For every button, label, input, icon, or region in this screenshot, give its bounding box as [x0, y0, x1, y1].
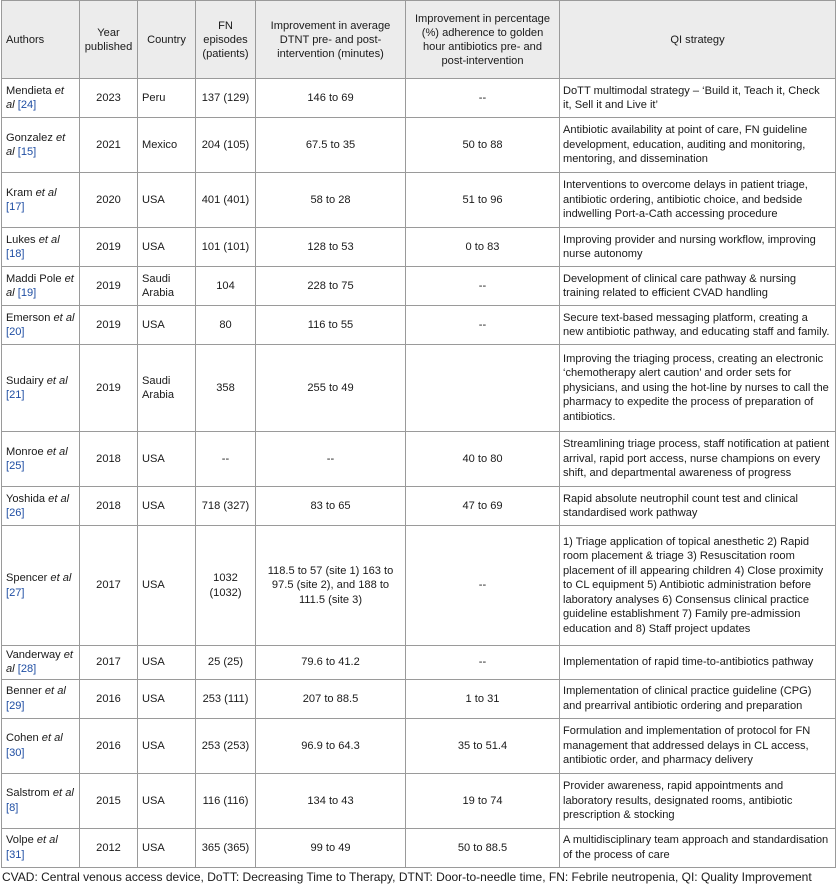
reference-link[interactable]: [26] — [6, 507, 25, 519]
fn-episodes-cell: -- — [196, 432, 256, 487]
country-cell: USA — [138, 306, 196, 345]
author-name: Kram — [6, 186, 36, 199]
fn-episodes-cell: 101 (101) — [196, 228, 256, 267]
author-et-al: et al — [6, 84, 64, 111]
year-cell: 2017 — [80, 646, 138, 680]
table-row — [2, 487, 836, 526]
year-cell: 2019 — [80, 267, 138, 306]
adherence-cell: -- — [406, 526, 560, 646]
fn-episodes-cell: 116 (116) — [196, 773, 256, 828]
qi-strategy-cell: Secure text-based messaging platform, creating a new antibiotic pathway, and educating staff and family. — [560, 306, 836, 345]
reference-link[interactable]: [25] — [6, 460, 25, 472]
qi-strategy-cell: Development of clinical care pathway & nursing training related to efficient CVAD handling — [560, 267, 836, 306]
fn-episodes-cell: 358 — [196, 345, 256, 432]
adherence-cell: 50 to 88 — [406, 118, 560, 173]
header-qi-strategy: QI strategy — [560, 1, 836, 79]
author-et-al: et al — [48, 492, 70, 505]
reference-link[interactable]: [18] — [6, 248, 25, 260]
fn-episodes-cell: 718 (327) — [196, 487, 256, 526]
author-cell — [2, 679, 80, 718]
author-name: Salstrom — [6, 787, 53, 800]
dtnt-cell: 118.5 to 57 (site 1) 163 to 97.5 (site 2), and 188 to 111.5 (site 3) — [256, 526, 406, 646]
author-et-al: et al — [52, 787, 74, 800]
header-fn-episodes: FN episodes (patients) — [196, 1, 256, 79]
table-row — [2, 646, 836, 680]
country-cell: USA — [138, 487, 196, 526]
reference-link[interactable]: [29] — [6, 699, 25, 712]
author-cell — [2, 267, 80, 306]
author-name: Mendieta — [6, 84, 55, 97]
author-cell — [2, 526, 80, 646]
table-row — [2, 828, 836, 867]
author-et-al: et al — [46, 445, 68, 458]
adherence-cell: 0 to 83 — [406, 228, 560, 267]
header-dtnt: Improvement in average DTNT pre- and post-intervention (minutes) — [256, 1, 406, 79]
dtnt-cell: 79.6 to 41.2 — [256, 646, 406, 680]
fn-episodes-cell: 365 (365) — [196, 828, 256, 867]
qi-strategy-cell: Implementation of clinical practice guideline (CPG) and prearrival antibiotic ordering and preparation — [560, 679, 836, 718]
author-cell — [2, 306, 80, 345]
reference-link[interactable]: [24] — [17, 99, 37, 111]
dtnt-cell: 128 to 53 — [256, 228, 406, 267]
author-cell — [2, 773, 80, 828]
dtnt-cell: 67.5 to 35 — [256, 118, 406, 173]
year-cell: 2012 — [80, 828, 138, 867]
author-et-al: et al — [41, 732, 63, 745]
table-body — [2, 79, 836, 868]
header-country: Country — [138, 1, 196, 79]
author-cell — [2, 646, 80, 680]
author-et-al: et al — [44, 685, 66, 698]
year-cell: 2023 — [80, 79, 138, 118]
dtnt-cell: -- — [256, 432, 406, 487]
reference-link[interactable]: [8] — [6, 801, 19, 814]
table-row — [2, 173, 836, 228]
dtnt-cell: 116 to 55 — [256, 306, 406, 345]
adherence-cell: 40 to 80 — [406, 432, 560, 487]
year-cell: 2018 — [80, 487, 138, 526]
year-cell: 2016 — [80, 679, 138, 718]
year-cell: 2015 — [80, 773, 138, 828]
author-name: Sudairy — [6, 374, 47, 387]
qi-strategy-cell: Improving the triaging process, creating an electronic ‘chemotherapy alert caution’ and order sets for physicians, and using the hot-line by nurses to call the pharmacy to expedite the process of preparation of antibiotics. — [560, 345, 836, 432]
author-cell — [2, 487, 80, 526]
dtnt-cell: 228 to 75 — [256, 267, 406, 306]
dtnt-cell: 99 to 49 — [256, 828, 406, 867]
table-row — [2, 79, 836, 118]
header-row — [2, 1, 836, 79]
qi-strategy-cell: Improving provider and nursing workflow, improving nurse autonomy — [560, 228, 836, 267]
dtnt-cell: 207 to 88.5 — [256, 679, 406, 718]
adherence-cell: 1 to 31 — [406, 679, 560, 718]
country-cell: USA — [138, 718, 196, 773]
qi-strategy-cell: Implementation of rapid time-to-antibiotics pathway — [560, 646, 836, 680]
reference-link[interactable]: [30] — [6, 746, 25, 759]
dtnt-cell: 58 to 28 — [256, 173, 406, 228]
fn-episodes-cell: 253 (253) — [196, 718, 256, 773]
header-year: Year published — [80, 1, 138, 79]
fn-episodes-cell: 204 (105) — [196, 118, 256, 173]
table-row — [2, 306, 836, 345]
year-cell: 2016 — [80, 718, 138, 773]
dtnt-cell: 96.9 to 64.3 — [256, 718, 406, 773]
header-authors: Authors — [2, 1, 80, 79]
author-name: Volpe — [6, 834, 37, 847]
adherence-cell: -- — [406, 267, 560, 306]
table-row — [2, 718, 836, 773]
author-et-al: et al — [36, 834, 58, 847]
year-cell: 2019 — [80, 228, 138, 267]
table-row — [2, 345, 836, 432]
author-et-al: et al — [53, 311, 75, 324]
author-name: Gonzalez — [6, 131, 56, 144]
qi-strategy-cell: 1) Triage application of topical anesthetic 2) Rapid room placement & triage 3) Resuscitation room placement of ill appearing children 4) Close proximity to CL equipment 5) Antibiotic administration before laboratory analyses 6) Consensus clinical practice guideline establishment 7) Family pre-admission education and 8) Staff project updates — [560, 526, 836, 646]
year-cell: 2021 — [80, 118, 138, 173]
qi-strategy-cell: Interventions to overcome delays in patient triage, antibiotic ordering, antibiotic choice, and bedside indwelling Port-a-Cath accessing procedure — [560, 173, 836, 228]
adherence-cell: -- — [406, 79, 560, 118]
reference-link[interactable]: [17] — [6, 201, 25, 213]
table-row — [2, 679, 836, 718]
reference-link[interactable]: [15] — [17, 146, 37, 158]
author-et-al: et al — [6, 131, 66, 158]
year-cell: 2019 — [80, 345, 138, 432]
country-cell: Saudi Arabia — [138, 345, 196, 432]
adherence-cell: 51 to 96 — [406, 173, 560, 228]
reference-link[interactable]: [31] — [6, 848, 25, 861]
country-cell: USA — [138, 679, 196, 718]
adherence-cell — [406, 345, 560, 432]
country-cell: Saudi Arabia — [138, 267, 196, 306]
table-row — [2, 432, 836, 487]
table-row — [2, 118, 836, 173]
table-row — [2, 267, 836, 306]
author-name: Maddi Pole — [6, 272, 65, 285]
dtnt-cell: 146 to 69 — [256, 79, 406, 118]
year-cell: 2019 — [80, 306, 138, 345]
qi-strategy-cell: Rapid absolute neutrophil count test and clinical standardised work pathway — [560, 487, 836, 526]
year-cell: 2018 — [80, 432, 138, 487]
table-row — [2, 526, 836, 646]
adherence-cell: -- — [406, 306, 560, 345]
reference-link[interactable]: [27] — [6, 586, 25, 599]
country-cell: USA — [138, 646, 196, 680]
author-cell — [2, 173, 80, 228]
country-cell: USA — [138, 773, 196, 828]
author-et-al: et al — [6, 272, 74, 299]
author-name: Emerson — [6, 311, 54, 324]
reference-link[interactable]: [20] — [6, 326, 25, 338]
year-cell: 2020 — [80, 173, 138, 228]
author-name: Spencer — [6, 572, 51, 585]
author-name: Yoshida — [6, 492, 49, 505]
author-et-al: et al — [6, 649, 74, 676]
adherence-cell: -- — [406, 646, 560, 680]
dtnt-cell: 134 to 43 — [256, 773, 406, 828]
qi-strategy-cell: DoTT multimodal strategy – ‘Build it, Teach it, Check it, Sell it and Live it’ — [560, 79, 836, 118]
author-name: Cohen — [6, 732, 42, 745]
country-cell: USA — [138, 828, 196, 867]
reference-link[interactable]: [19] — [17, 287, 37, 299]
fn-episodes-cell: 401 (401) — [196, 173, 256, 228]
table-footnote: CVAD: Central venous access device, DoTT: Decreasing Time to Therapy, DTNT: Door-to-needle time, FN: Febrile neutropenia, QI: Quality Improvement — [2, 869, 812, 884]
author-name: Lukes — [6, 233, 39, 246]
table-container — [1, 0, 835, 885]
fn-episodes-cell: 80 — [196, 306, 256, 345]
author-cell — [2, 118, 80, 173]
reference-link[interactable]: [28] — [17, 663, 37, 676]
country-cell: Peru — [138, 79, 196, 118]
qi-strategy-cell: Provider awareness, rapid appointments and laboratory results, designated rooms, antibiotic prescription & stocking — [560, 773, 836, 828]
table-row — [2, 773, 836, 828]
dtnt-cell: 255 to 49 — [256, 345, 406, 432]
author-cell — [2, 228, 80, 267]
header-adherence: Improvement in percentage (%) adherence to golden hour antibiotics pre- and post-intervention — [406, 1, 560, 79]
fn-episodes-cell: 104 — [196, 267, 256, 306]
reference-link[interactable]: [21] — [6, 389, 25, 401]
author-name: Vanderway — [6, 649, 64, 661]
author-et-al: et al — [50, 572, 72, 585]
fn-episodes-cell: 25 (25) — [196, 646, 256, 680]
country-cell: Mexico — [138, 118, 196, 173]
qi-strategy-cell: Formulation and implementation of protocol for FN management that addressed delays in CL access, antibiotic order, and pharmacy delivery — [560, 718, 836, 773]
qi-strategy-cell: Streamlining triage process, staff notification at patient arrival, rapid port access, nurse champions on every shift, and departmental awareness of progress — [560, 432, 836, 487]
dtnt-cell: 83 to 65 — [256, 487, 406, 526]
author-cell — [2, 718, 80, 773]
country-cell: USA — [138, 173, 196, 228]
qi-strategy-cell: A multidisciplinary team approach and standardisation of the process of care — [560, 828, 836, 867]
adherence-cell: 19 to 74 — [406, 773, 560, 828]
author-cell — [2, 345, 80, 432]
year-cell: 2017 — [80, 526, 138, 646]
table-row — [2, 228, 836, 267]
author-cell — [2, 828, 80, 867]
country-cell: USA — [138, 228, 196, 267]
adherence-cell: 50 to 88.5 — [406, 828, 560, 867]
adherence-cell: 35 to 51.4 — [406, 718, 560, 773]
author-cell — [2, 432, 80, 487]
fn-episodes-cell: 137 (129) — [196, 79, 256, 118]
author-name: Monroe — [6, 445, 47, 458]
author-et-al: et al — [46, 374, 68, 387]
fn-episodes-cell: 253 (111) — [196, 679, 256, 718]
author-cell — [2, 79, 80, 118]
author-name: Benner — [6, 685, 45, 698]
country-cell: USA — [138, 432, 196, 487]
country-cell: USA — [138, 526, 196, 646]
author-et-al: et al — [38, 233, 60, 246]
adherence-cell: 47 to 69 — [406, 487, 560, 526]
qi-studies-table — [1, 0, 836, 868]
qi-strategy-cell: Antibiotic availability at point of care, FN guideline development, education, auditing and monitoring, mentoring, and dissemination — [560, 118, 836, 173]
fn-episodes-cell: 1032 (1032) — [196, 526, 256, 646]
author-et-al: et al — [35, 186, 57, 199]
